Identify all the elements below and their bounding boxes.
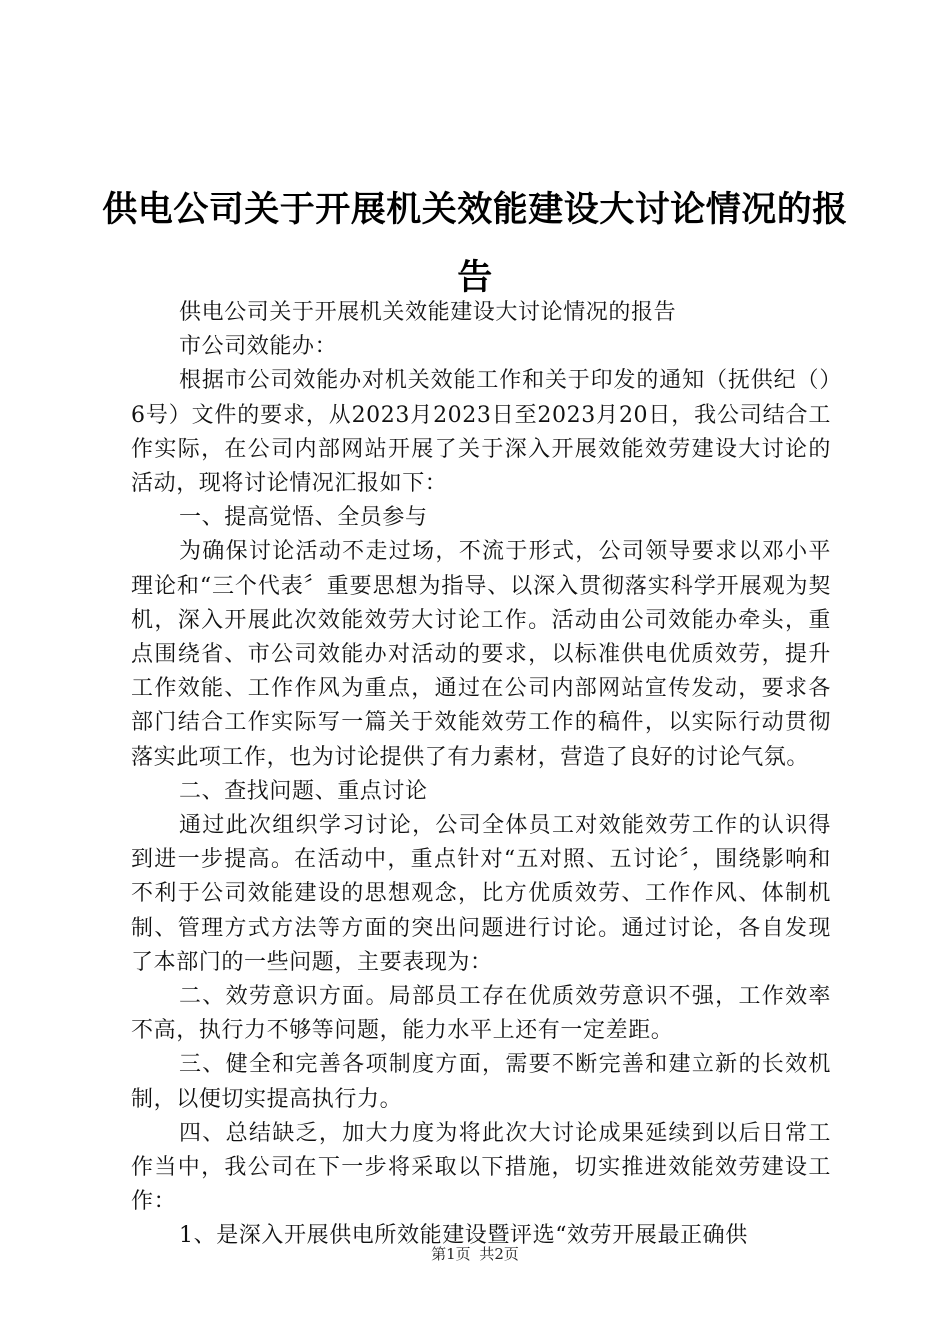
paragraph-measure-1: 1、是深入开展供电所效能建设暨评选“效劳开展最正确供 [179,1223,748,1249]
paragraph-summary: 四、总结缺乏，加大力度为将此次大讨论成果延续到以后日常工作当中，我公司在下一步将采取以下措施，切实推进效能效劳建设工作： [131,1120,831,1215]
section-heading-2: 二、查找问题、重点讨论 [179,778,428,804]
document-body [131,296,831,1254]
paragraph-recipient: 市公司效能办： [179,334,338,360]
paragraph-service-awareness: 二、效劳意识方面。局部员工存在优质效劳意识不强，工作效率不高，执行力不够等问题，能力水平上还有一定差距。 [131,984,831,1044]
paragraph-section-1: 为确保讨论活动不走过场，不流于形式，公司领导要求以邓小平理论和“三个代表〞重要思想为指导、以深入贯彻落实科学开展观为契机，深入开展此次效能效劳大讨论工作。活动由公司效能办牵头，重点围绕省、市公司效能办对活动的要求，以标准供电优质效劳，提升工作效能、工作作风为重点，通过在公司内部网站宣传发动，要求各部门结合工作实际写一篇关于效能效劳工作的稿件，以实际行动贯彻落实此项工作，也为讨论提供了有力素材，营造了良好的讨论气氛。 [131,539,831,770]
paragraph-subject-line: 供电公司关于开展机关效能建设大讨论情况的报告 [179,300,677,325]
section-heading-1: 一、提高觉悟、全员参与 [179,505,428,531]
document-title: 供电公司关于开展机关效能建设大讨论情况的报告 [102,190,848,298]
page-number-current: 第1页 [431,1245,471,1263]
page-number-total: 共2页 [479,1245,519,1263]
paragraph-systems: 三、健全和完善各项制度方面，需要不断完善和建立新的长效机制，以便切实提高执行力。 [131,1052,831,1112]
paragraph-intro: 根据市公司效能办对机关效能工作和关于印发的通知（抚供纪（）6号）文件的要求，从2023月2023日至2023月20日，我公司结合工作实际，在公司内部网站开展了关于深入开展效能效劳建设大讨论的活动，现将讨论情况汇报如下： [131,368,831,497]
page-footer [0,1244,950,1264]
paragraph-section-2: 通过此次组织学习讨论，公司全体员工对效能效劳工作的认识得到进一步提高。在活动中，重点针对“五对照、五讨论〞，围绕影响和不利于公司效能建设的思想观念，比方优质效劳、工作作风、体制机制、管理方式方法等方面的突出问题进行讨论。通过讨论，各自发现了本部门的一些问题，主要表现为： [131,813,831,975]
